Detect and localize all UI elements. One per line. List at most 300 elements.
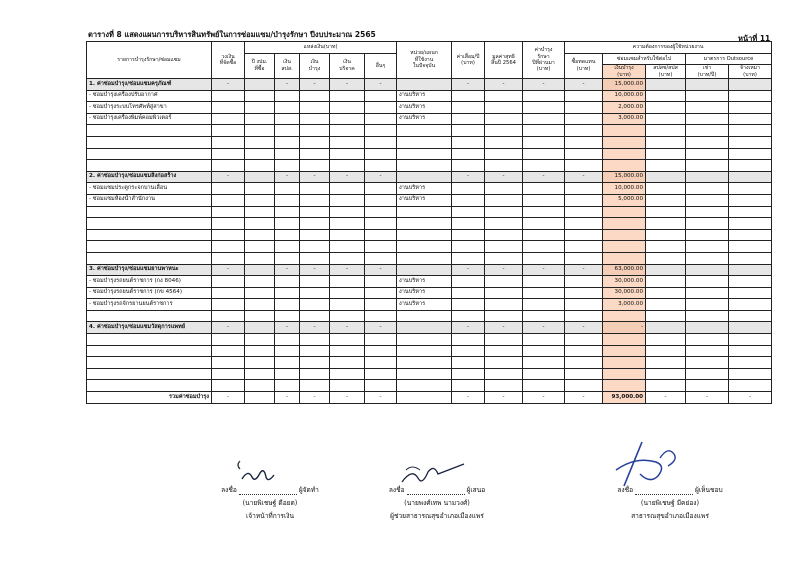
empty-cell bbox=[330, 125, 365, 137]
empty-cell bbox=[365, 125, 397, 137]
empty-cell bbox=[686, 334, 729, 346]
dash-cell: - bbox=[275, 264, 300, 276]
empty-cell bbox=[330, 252, 365, 264]
dash-cell: - bbox=[212, 322, 245, 334]
header-rent: เช่า (บาท/ปี) bbox=[686, 65, 729, 79]
empty-cell bbox=[397, 334, 452, 346]
total-row bbox=[87, 392, 772, 404]
empty-cell bbox=[245, 206, 275, 218]
empty-cell bbox=[87, 125, 212, 137]
empty-cell bbox=[212, 310, 245, 322]
empty-cell bbox=[729, 264, 772, 276]
empty-cell bbox=[365, 241, 397, 253]
empty-cell bbox=[523, 136, 565, 148]
dash-cell: - bbox=[565, 79, 603, 91]
empty-cell bbox=[565, 241, 603, 253]
header-src-budget: ปี งปม. ที่ซื้อ bbox=[245, 53, 275, 78]
empty-cell bbox=[245, 345, 275, 357]
empty-cell bbox=[603, 345, 646, 357]
empty-cell bbox=[565, 125, 603, 137]
empty-cell bbox=[686, 299, 729, 311]
empty-cell bbox=[212, 90, 245, 102]
section-title: 2. ค่าซ่อมบำรุง/ซ่อมแซมสิ่งก่อสร้าง bbox=[87, 171, 212, 183]
item-row bbox=[87, 183, 772, 195]
item-amount: 3,000.00 bbox=[603, 113, 646, 125]
dash-cell: - bbox=[365, 79, 397, 91]
empty-cell bbox=[485, 148, 523, 160]
blank-row bbox=[87, 241, 772, 253]
blank-row bbox=[87, 125, 772, 137]
empty-cell bbox=[212, 241, 245, 253]
dash-cell: - bbox=[300, 171, 330, 183]
section-title: 1. ค่าซ่อมบำรุง/ซ่อมแซมครุภัณฑ์ bbox=[87, 79, 212, 91]
section-row bbox=[87, 171, 772, 183]
empty-cell bbox=[729, 334, 772, 346]
empty-cell bbox=[212, 194, 245, 206]
blank-row bbox=[87, 206, 772, 218]
item-row bbox=[87, 90, 772, 102]
empty-cell bbox=[87, 160, 212, 172]
header-item: รายการบำรุงรักษา/ซ่อมแซม bbox=[87, 42, 212, 79]
header-net-value: มูลค่าสุทธิ สิ้นปี 2564 bbox=[485, 42, 523, 79]
header-outsource-group: มาตรการ Outsource bbox=[686, 53, 772, 65]
dash-cell: - bbox=[275, 392, 300, 404]
empty-cell bbox=[397, 252, 452, 264]
empty-cell bbox=[275, 299, 300, 311]
empty-cell bbox=[330, 310, 365, 322]
empty-cell bbox=[565, 183, 603, 195]
empty-cell bbox=[603, 160, 646, 172]
blank-row bbox=[87, 160, 772, 172]
signature-block-approver bbox=[600, 484, 740, 521]
empty-cell bbox=[300, 252, 330, 264]
empty-cell bbox=[212, 368, 245, 380]
empty-cell bbox=[523, 206, 565, 218]
item-unit: งานบริหาร bbox=[397, 194, 452, 206]
empty-cell bbox=[212, 136, 245, 148]
empty-cell bbox=[729, 102, 772, 114]
header-src-maintenance: เงิน บำรุง bbox=[300, 53, 330, 78]
empty-cell bbox=[729, 218, 772, 230]
signer-position: ผู้ช่วยสาธารณสุขอำเภอเมืองแพร่ bbox=[390, 512, 484, 520]
empty-cell bbox=[452, 380, 485, 392]
empty-cell bbox=[603, 148, 646, 160]
empty-cell bbox=[300, 125, 330, 137]
empty-cell bbox=[729, 345, 772, 357]
empty-cell bbox=[365, 90, 397, 102]
empty-cell bbox=[686, 171, 729, 183]
dash-cell: - bbox=[212, 264, 245, 276]
empty-cell bbox=[245, 160, 275, 172]
dash-cell: - bbox=[300, 264, 330, 276]
empty-cell bbox=[245, 241, 275, 253]
dash-cell: - bbox=[686, 392, 729, 404]
empty-cell bbox=[87, 206, 212, 218]
empty-cell bbox=[330, 357, 365, 369]
empty-cell bbox=[365, 368, 397, 380]
blank-row bbox=[87, 252, 772, 264]
page-number: หน้าที่ 11 bbox=[738, 34, 771, 43]
dash-cell: - bbox=[523, 322, 565, 334]
empty-cell bbox=[452, 368, 485, 380]
empty-cell bbox=[397, 392, 452, 404]
document-title: ตารางที่ 8 แสดงแผนการบริหารสินทรัพย์ในการซ่อมแซม/บำรุงรักษา ปีงบประมาณ 2565 bbox=[88, 30, 376, 39]
empty-cell bbox=[686, 102, 729, 114]
empty-cell bbox=[485, 183, 523, 195]
dash-cell: - bbox=[523, 392, 565, 404]
empty-cell bbox=[729, 229, 772, 241]
empty-cell bbox=[646, 183, 686, 195]
empty-cell bbox=[565, 90, 603, 102]
empty-cell bbox=[686, 264, 729, 276]
empty-cell bbox=[245, 299, 275, 311]
empty-cell bbox=[275, 90, 300, 102]
dash-cell: - bbox=[275, 322, 300, 334]
empty-cell bbox=[646, 380, 686, 392]
dash-cell: - bbox=[452, 79, 485, 91]
item-name: - ซ่อมบำรุงรถยนต์ราชการ (กง 8046) bbox=[87, 276, 212, 288]
item-unit: งานบริหาร bbox=[397, 102, 452, 114]
empty-cell bbox=[485, 102, 523, 114]
empty-cell bbox=[365, 276, 397, 288]
empty-cell bbox=[275, 368, 300, 380]
empty-cell bbox=[300, 357, 330, 369]
empty-cell bbox=[565, 368, 603, 380]
empty-cell bbox=[212, 218, 245, 230]
item-unit: งานบริหาร bbox=[397, 113, 452, 125]
signature-block-proposer bbox=[372, 484, 502, 521]
empty-cell bbox=[646, 241, 686, 253]
section-title: 4. ค่าซ่อมบำรุง/ซ่อมแซมวัสดุการแพทย์ bbox=[87, 322, 212, 334]
role-label: ผู้จัดทำ bbox=[298, 486, 319, 494]
item-amount: 5,000.00 bbox=[603, 194, 646, 206]
empty-cell bbox=[729, 357, 772, 369]
empty-cell bbox=[212, 299, 245, 311]
header-repair-group: ซ่อมแซมสำหรับใช้ต่อไป bbox=[603, 53, 686, 65]
dash-cell: - bbox=[330, 79, 365, 91]
empty-cell bbox=[275, 380, 300, 392]
dash-cell: - bbox=[365, 264, 397, 276]
dash-cell: - bbox=[452, 392, 485, 404]
empty-cell bbox=[212, 113, 245, 125]
empty-cell bbox=[603, 310, 646, 322]
empty-cell bbox=[397, 310, 452, 322]
empty-cell bbox=[485, 136, 523, 148]
empty-cell bbox=[523, 125, 565, 137]
grand-total-label: รวมค่าซ่อมบำรุง bbox=[87, 392, 212, 404]
empty-cell bbox=[452, 194, 485, 206]
empty-cell bbox=[485, 229, 523, 241]
dash-cell: - bbox=[523, 264, 565, 276]
empty-cell bbox=[330, 148, 365, 160]
empty-cell bbox=[729, 194, 772, 206]
empty-cell bbox=[87, 229, 212, 241]
empty-cell bbox=[330, 102, 365, 114]
empty-cell bbox=[523, 102, 565, 114]
blank-row bbox=[87, 345, 772, 357]
empty-cell bbox=[485, 380, 523, 392]
empty-cell bbox=[523, 357, 565, 369]
empty-cell bbox=[452, 345, 485, 357]
item-unit: งานบริหาร bbox=[397, 276, 452, 288]
empty-cell bbox=[646, 357, 686, 369]
grand-total-value: 93,000.00 bbox=[603, 392, 646, 404]
empty-cell bbox=[245, 264, 275, 276]
empty-cell bbox=[452, 334, 485, 346]
empty-cell bbox=[330, 183, 365, 195]
empty-cell bbox=[365, 345, 397, 357]
empty-cell bbox=[646, 310, 686, 322]
empty-cell bbox=[212, 206, 245, 218]
empty-cell bbox=[523, 90, 565, 102]
empty-cell bbox=[365, 206, 397, 218]
empty-cell bbox=[452, 136, 485, 148]
empty-cell bbox=[686, 380, 729, 392]
empty-cell bbox=[729, 241, 772, 253]
empty-cell bbox=[212, 125, 245, 137]
empty-cell bbox=[452, 229, 485, 241]
empty-cell bbox=[523, 252, 565, 264]
dash-cell: - bbox=[485, 171, 523, 183]
empty-cell bbox=[729, 310, 772, 322]
empty-cell bbox=[330, 194, 365, 206]
empty-cell bbox=[397, 148, 452, 160]
empty-cell bbox=[300, 287, 330, 299]
empty-cell bbox=[300, 334, 330, 346]
item-amount: 30,000.00 bbox=[603, 287, 646, 299]
section-row bbox=[87, 322, 772, 334]
signer-name: (นายพิเชษฐ์ ดีอยต) bbox=[242, 499, 298, 507]
blank-row bbox=[87, 218, 772, 230]
empty-cell bbox=[212, 357, 245, 369]
empty-cell bbox=[646, 287, 686, 299]
empty-cell bbox=[523, 241, 565, 253]
dash-cell: - bbox=[485, 322, 523, 334]
empty-cell bbox=[523, 310, 565, 322]
empty-cell bbox=[729, 90, 772, 102]
empty-cell bbox=[275, 252, 300, 264]
empty-cell bbox=[452, 183, 485, 195]
empty-cell bbox=[565, 113, 603, 125]
empty-cell bbox=[397, 241, 452, 253]
empty-cell bbox=[729, 206, 772, 218]
empty-cell bbox=[365, 287, 397, 299]
empty-cell bbox=[397, 380, 452, 392]
header-needs: ความต้องการของผู้ใช้หน่วยงาน bbox=[565, 42, 772, 54]
empty-cell bbox=[485, 334, 523, 346]
empty-cell bbox=[245, 79, 275, 91]
header-hire: จ้างเหมา (บาท) bbox=[729, 65, 772, 79]
empty-cell bbox=[523, 368, 565, 380]
empty-cell bbox=[275, 334, 300, 346]
empty-cell bbox=[397, 322, 452, 334]
item-unit: งานบริหาร bbox=[397, 90, 452, 102]
item-name: - ซ่อมบำรุงรถยนต์ราชการ (กข 4564) bbox=[87, 287, 212, 299]
empty-cell bbox=[330, 229, 365, 241]
empty-cell bbox=[300, 160, 330, 172]
empty-cell bbox=[275, 183, 300, 195]
empty-cell bbox=[485, 241, 523, 253]
sign-label: ลงชื่อ bbox=[617, 486, 634, 494]
empty-cell bbox=[275, 357, 300, 369]
empty-cell bbox=[275, 148, 300, 160]
empty-cell bbox=[212, 102, 245, 114]
empty-cell bbox=[397, 136, 452, 148]
header-row-1 bbox=[87, 42, 772, 54]
empty-cell bbox=[565, 310, 603, 322]
item-name: - ซ่อมแซมประตูกระจกบานเลื่อน bbox=[87, 183, 212, 195]
section-total: 15,000.00 bbox=[603, 79, 646, 91]
empty-cell bbox=[300, 241, 330, 253]
empty-cell bbox=[686, 160, 729, 172]
empty-cell bbox=[330, 218, 365, 230]
empty-cell bbox=[245, 148, 275, 160]
dash-cell: - bbox=[452, 171, 485, 183]
empty-cell bbox=[603, 206, 646, 218]
item-unit: งานบริหาร bbox=[397, 299, 452, 311]
empty-cell bbox=[275, 125, 300, 137]
dash-cell: - bbox=[330, 392, 365, 404]
empty-cell bbox=[452, 287, 485, 299]
section-row bbox=[87, 79, 772, 91]
empty-cell bbox=[686, 136, 729, 148]
empty-cell bbox=[212, 160, 245, 172]
empty-cell bbox=[330, 380, 365, 392]
empty-cell bbox=[245, 102, 275, 114]
empty-cell bbox=[300, 310, 330, 322]
header-depreciation: ค่าเสื่อม/ปี (บาท) bbox=[452, 42, 485, 79]
empty-cell bbox=[452, 160, 485, 172]
empty-cell bbox=[603, 125, 646, 137]
blank-row bbox=[87, 334, 772, 346]
empty-cell bbox=[365, 299, 397, 311]
empty-cell bbox=[87, 136, 212, 148]
dash-cell: - bbox=[523, 171, 565, 183]
empty-cell bbox=[729, 125, 772, 137]
empty-cell bbox=[646, 299, 686, 311]
dash-cell: - bbox=[485, 264, 523, 276]
empty-cell bbox=[686, 218, 729, 230]
dash-cell: - bbox=[330, 171, 365, 183]
empty-cell bbox=[397, 345, 452, 357]
empty-cell bbox=[565, 160, 603, 172]
empty-cell bbox=[729, 252, 772, 264]
empty-cell bbox=[603, 229, 646, 241]
item-row bbox=[87, 113, 772, 125]
empty-cell bbox=[245, 113, 275, 125]
signer-position: สาธารณสุขอำเภอเมืองแพร่ bbox=[631, 512, 709, 520]
empty-cell bbox=[330, 136, 365, 148]
empty-cell bbox=[87, 380, 212, 392]
empty-cell bbox=[245, 287, 275, 299]
empty-cell bbox=[523, 183, 565, 195]
item-amount: 2,000.00 bbox=[603, 102, 646, 114]
empty-cell bbox=[245, 392, 275, 404]
empty-cell bbox=[330, 241, 365, 253]
empty-cell bbox=[603, 252, 646, 264]
section-title: 3. ค่าซ่อมบำรุง/ซ่อมแซมยานพาหนะ bbox=[87, 264, 212, 276]
empty-cell bbox=[646, 334, 686, 346]
empty-cell bbox=[485, 287, 523, 299]
empty-cell bbox=[729, 299, 772, 311]
header-src-sps: เงิน สปส. bbox=[275, 53, 300, 78]
empty-cell bbox=[485, 345, 523, 357]
empty-cell bbox=[397, 160, 452, 172]
dash-cell: - bbox=[330, 264, 365, 276]
empty-cell bbox=[245, 310, 275, 322]
empty-cell bbox=[365, 229, 397, 241]
empty-cell bbox=[686, 90, 729, 102]
empty-cell bbox=[300, 194, 330, 206]
empty-cell bbox=[485, 90, 523, 102]
empty-cell bbox=[87, 148, 212, 160]
empty-cell bbox=[245, 218, 275, 230]
empty-cell bbox=[275, 345, 300, 357]
empty-cell bbox=[275, 160, 300, 172]
empty-cell bbox=[452, 206, 485, 218]
dash-cell: - bbox=[212, 171, 245, 183]
empty-cell bbox=[646, 160, 686, 172]
empty-cell bbox=[523, 194, 565, 206]
empty-cell bbox=[523, 334, 565, 346]
empty-cell bbox=[729, 380, 772, 392]
empty-cell bbox=[397, 206, 452, 218]
empty-cell bbox=[330, 206, 365, 218]
empty-cell bbox=[686, 252, 729, 264]
empty-cell bbox=[646, 264, 686, 276]
empty-cell bbox=[646, 206, 686, 218]
blank-row bbox=[87, 310, 772, 322]
dash-cell: - bbox=[275, 79, 300, 91]
empty-cell bbox=[485, 160, 523, 172]
dash-cell: - bbox=[365, 392, 397, 404]
header-buy-replace: ซื้อทดแทน (บาท) bbox=[565, 53, 603, 78]
empty-cell bbox=[275, 276, 300, 288]
item-row bbox=[87, 287, 772, 299]
dash-cell: - bbox=[565, 322, 603, 334]
empty-cell bbox=[300, 218, 330, 230]
empty-cell bbox=[729, 276, 772, 288]
empty-cell bbox=[245, 368, 275, 380]
empty-cell bbox=[365, 357, 397, 369]
empty-cell bbox=[686, 79, 729, 91]
dash-cell: - bbox=[729, 392, 772, 404]
empty-cell bbox=[245, 276, 275, 288]
empty-cell bbox=[330, 287, 365, 299]
empty-cell bbox=[212, 345, 245, 357]
empty-cell bbox=[452, 276, 485, 288]
empty-cell bbox=[565, 229, 603, 241]
empty-cell bbox=[729, 113, 772, 125]
empty-cell bbox=[245, 90, 275, 102]
empty-cell bbox=[729, 287, 772, 299]
empty-cell bbox=[87, 252, 212, 264]
empty-cell bbox=[300, 380, 330, 392]
empty-cell bbox=[397, 171, 452, 183]
empty-cell bbox=[365, 102, 397, 114]
empty-cell bbox=[646, 171, 686, 183]
dash-cell: - bbox=[646, 392, 686, 404]
empty-cell bbox=[365, 380, 397, 392]
empty-cell bbox=[275, 102, 300, 114]
empty-cell bbox=[300, 206, 330, 218]
empty-cell bbox=[330, 276, 365, 288]
section-total: - bbox=[603, 322, 646, 334]
blank-row bbox=[87, 229, 772, 241]
empty-cell bbox=[275, 194, 300, 206]
dash-cell: - bbox=[300, 322, 330, 334]
empty-cell bbox=[365, 310, 397, 322]
